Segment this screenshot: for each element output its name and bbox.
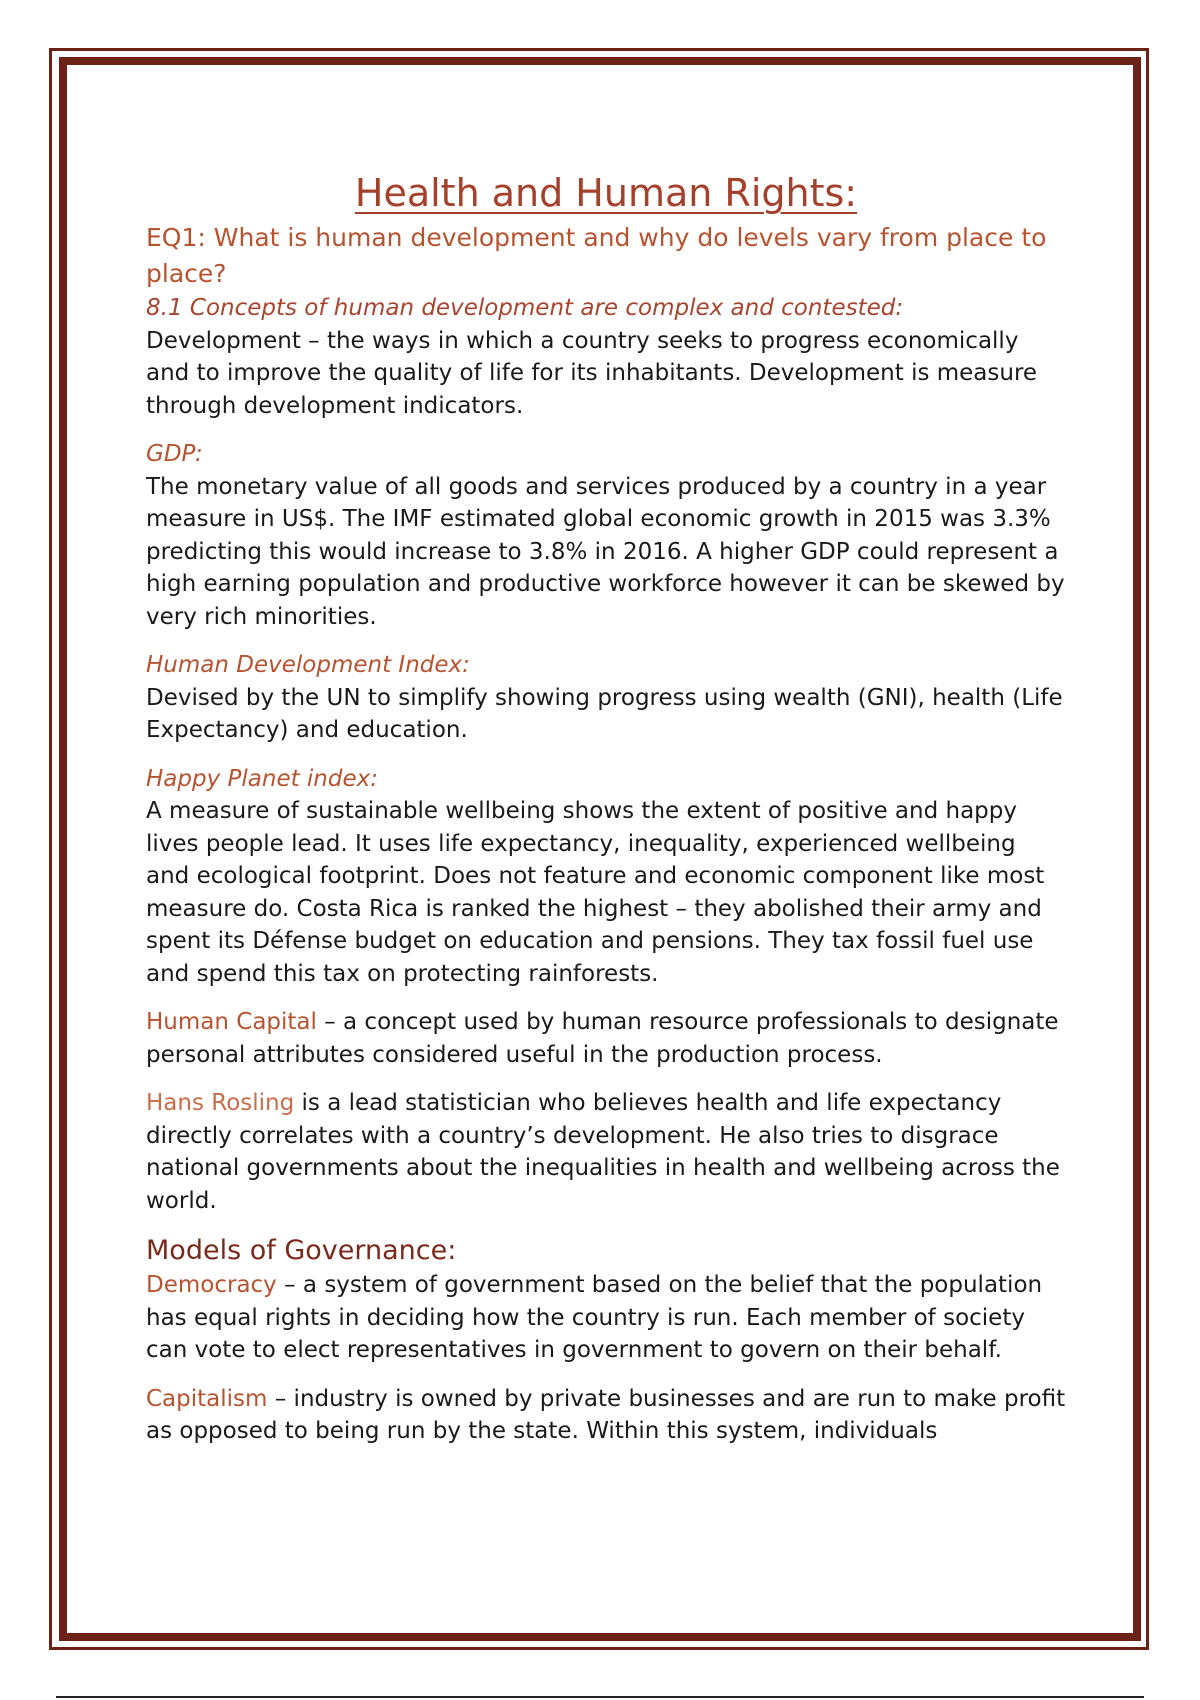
hans-rosling-paragraph	[146, 1087, 1066, 1217]
hpi-text: A measure of sustainable wellbeing shows the extent of positive and happy lives people lead. It uses life expectancy, inequality, experienced wellbeing and ecological footprint. Does not feature and economic component like most measure do. Costa Rica is ranked the highest – they abolished their army and spent its Défense budget on education and pensions. They tax fossil fuel use and spend this tax on protecting rainforests.	[146, 798, 1045, 987]
hpi-heading: Happy Planet index:	[146, 765, 378, 792]
document-body	[146, 164, 1066, 1448]
gdp-heading: GDP:	[146, 441, 203, 467]
hdi-heading: Human Development Index:	[146, 652, 470, 678]
democracy-paragraph	[146, 1269, 1066, 1367]
capitalism-text: – industry is owned by private businesses and are run to make profit as opposed to being run by the state. Within this system, individuals	[146, 1385, 1066, 1444]
human-capital-text: – a concept used by human resource professionals to designate personal attributes considered useful in the production process.	[146, 1009, 1059, 1068]
hdi-text: Devised by the UN to simplify showing progress using wealth (GNI), health (Life Expectancy) and education.	[146, 684, 1063, 743]
capitalism-term: Capitalism	[146, 1385, 268, 1412]
hans-rosling-text: is a lead statistician who believes health and life expectancy directly correlates with a country’s development. He also tries to disgrace national governments about the inequalities in health and wellbeing across the world.	[146, 1090, 1060, 1214]
development-definition: Development – the ways in which a country seeks to progress economically and to improve the quality of life for its inhabitants. Development is measure through development indicators.	[146, 327, 1038, 419]
democracy-text: – a system of government based on the belief that the population has equal rights in deciding how the country is run. Each member of society can vote to elect representatives in government to govern on their behalf.	[146, 1272, 1043, 1363]
democracy-term: Democracy	[146, 1272, 277, 1298]
eq1-question: EQ1: What is human development and why do levels vary from place to place?	[146, 223, 1047, 288]
models-heading: Models of Governance:	[146, 1235, 457, 1266]
bottom-divider	[56, 1696, 1144, 1698]
hans-rosling-term: Hans Rosling	[146, 1090, 295, 1116]
human-capital-term: Human Capital	[146, 1009, 317, 1035]
human-capital-paragraph	[146, 1006, 1066, 1071]
gdp-text: The monetary value of all goods and services produced by a country in a year measure in US$. The IMF estimated global economic growth in 2015 was 3.3% predicting this would increase to 3.8% in 2016. A higher GDP could represent a high earning population and productive workforce however it can be skewed by very rich minorities.	[146, 473, 1065, 630]
capitalism-paragraph	[146, 1383, 1066, 1448]
page-title: Health and Human Rights:	[354, 171, 858, 215]
section-subheading: 8.1 Concepts of human development are complex and contested:	[146, 295, 904, 321]
